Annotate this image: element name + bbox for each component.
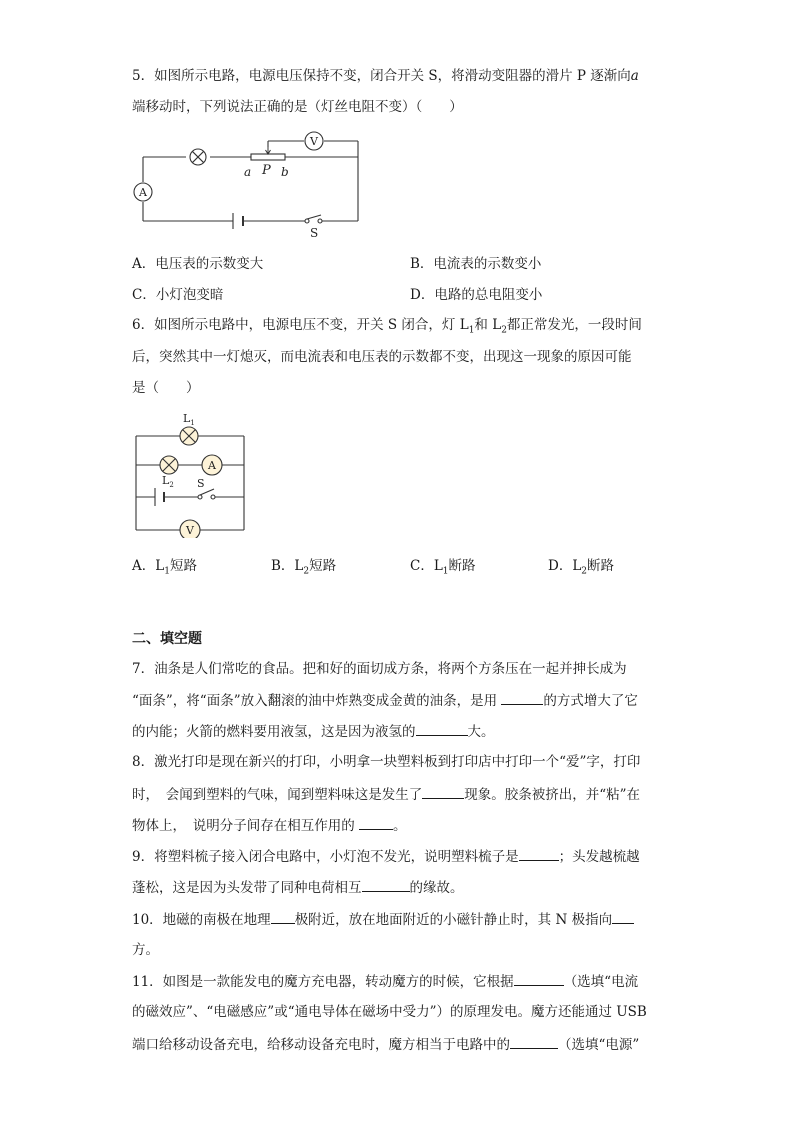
q5-option-a[interactable]: A．电压表的示数变大 bbox=[132, 256, 264, 272]
q6-voltmeter-icon bbox=[180, 520, 200, 538]
q5-text-1: 5．如图所示电路，电源电压保持不变，闭合开关 S，将滑动变阻器的滑片 P 逐渐向 bbox=[132, 68, 631, 84]
q8-blank-1[interactable] bbox=[422, 784, 464, 799]
q6-circuit-diagram bbox=[130, 408, 260, 538]
q6-ammeter-icon bbox=[202, 455, 222, 475]
q6-sub-1: 1 bbox=[468, 325, 475, 336]
q6-label-l2: $L_2$ bbox=[162, 474, 174, 489]
q7-line-1: 7．油条是人们常吃的食品。把和好的面切成方条，将两个方条压在一起并抻长成为 bbox=[132, 661, 627, 677]
q9-blank-1[interactable] bbox=[519, 846, 559, 861]
q11-blank-2[interactable] bbox=[510, 1034, 558, 1049]
q8-line-1: 8．激光打印是现在新兴的打印，小明拿一块塑料板到打印店中打印一个“爱”字，打印 bbox=[132, 754, 641, 770]
q8-line-3: 物体上， 说明分子间存在相互作用的 。 bbox=[132, 815, 407, 836]
q11-line-2: 的磁效应”、“电磁感应”或“通电导体在磁场中受力”）的原理发电。魔方还能通过 USB bbox=[132, 1004, 647, 1020]
section-title-fill-in: 二、填空题 bbox=[132, 631, 202, 647]
q5-label-b: b bbox=[281, 165, 289, 179]
q10-line-2: 方。 bbox=[132, 942, 159, 958]
q11-line-3: 端口给移动设备充电，给移动设备充电时，魔方相当于电路中的 （选填“电源” bbox=[132, 1034, 639, 1055]
q7-line-2: “面条”，将“面条”放入翻滚的油中炸熟变成金黄的油条，是用 的方式增大了它 bbox=[132, 690, 638, 711]
q5-label-p: P bbox=[262, 163, 271, 178]
q8-blank-2[interactable] bbox=[359, 815, 393, 830]
q6-lamp-l1-icon bbox=[180, 427, 198, 445]
q5-ammeter-label: A bbox=[139, 186, 147, 199]
q6-text-1b: 和 L bbox=[474, 317, 502, 333]
q7-blank-2[interactable] bbox=[416, 721, 468, 736]
q5-option-b[interactable]: B．电流表的示数变小 bbox=[410, 256, 542, 272]
q5-line-2: 端移动时，下列说法正确的是（灯丝电阻不变）（ ） bbox=[132, 99, 463, 115]
q6-sub-2: 2 bbox=[501, 325, 507, 336]
q5-voltmeter-icon bbox=[305, 132, 323, 150]
q6-line-2: 后，突然其中一灯熄灭，而电流表和电压表的示数都不变，出现这一现象的原因可能 bbox=[132, 349, 632, 365]
q9-blank-2[interactable] bbox=[362, 877, 410, 892]
q5-option-d[interactable]: D．电路的总电阻变小 bbox=[410, 287, 543, 303]
q6-lamp-l2-icon bbox=[160, 456, 178, 474]
q10-blank-2[interactable] bbox=[612, 909, 634, 924]
q7-line-3: 的内能；火箭的燃料要用液氢，这是因为液氢的 大。 bbox=[132, 721, 495, 742]
q6-line-1 bbox=[132, 315, 642, 341]
q6-switch-icon bbox=[198, 489, 215, 499]
q6-option-a[interactable]: A．$L_1$短路 bbox=[132, 558, 197, 577]
q5-battery-icon bbox=[233, 213, 243, 229]
q10-blank-1[interactable] bbox=[271, 909, 295, 924]
q5-switch-label: S bbox=[310, 226, 319, 240]
q11-line-1: 11．如图是一款能发电的魔方充电器，转动魔方的时候，它根据 （选填“电流 bbox=[132, 971, 638, 992]
q6-voltmeter-label: V bbox=[186, 524, 194, 537]
q6-option-d[interactable]: D．$L_2$断路 bbox=[548, 558, 615, 577]
q6-text-1c: 都正常发光，一段时间 bbox=[506, 317, 642, 333]
q6-label-l1: $L_1$ bbox=[183, 412, 195, 427]
q5-voltmeter-label: V bbox=[310, 135, 318, 148]
q5-circuit-diagram bbox=[130, 130, 370, 240]
q6-option-c[interactable]: C．$L_1$断路 bbox=[410, 558, 476, 577]
q5-lamp-icon bbox=[190, 149, 206, 165]
q9-line-2: 蓬松，这是因为头发带了同种电荷相互 的缘故。 bbox=[132, 877, 464, 898]
q5-var-a: a bbox=[630, 68, 639, 84]
q5-label-a: a bbox=[244, 165, 252, 179]
q5-switch-icon bbox=[305, 215, 322, 223]
q6-option-b[interactable]: B．$L_2$短路 bbox=[271, 558, 337, 577]
q11-blank-1[interactable] bbox=[514, 971, 564, 986]
q5-line-1 bbox=[132, 66, 639, 86]
q10-line-1: 10．地磁的南极在地理 极附近，放在地面附近的小磁针静止时，其 N 极指向 bbox=[132, 909, 634, 930]
q8-line-2: 时， 会闻到塑料的气味，闻到塑料味这是发生了 现象。胶条被挤出，并“粘”在 bbox=[132, 784, 640, 805]
q9-line-1: 9．将塑料梳子接入闭合电路中，小灯泡不发光，说明塑料梳子是 ；头发越梳越 bbox=[132, 846, 640, 867]
q6-switch-label: S bbox=[197, 477, 205, 490]
q5-option-c[interactable]: C．小灯泡变暗 bbox=[132, 287, 224, 303]
q7-blank-1[interactable] bbox=[501, 690, 543, 705]
q6-line-3: 是（ ） bbox=[132, 380, 200, 396]
q5-slider-arrow-icon bbox=[266, 147, 271, 154]
q5-ammeter-icon bbox=[134, 183, 152, 201]
q6-battery-icon bbox=[155, 488, 164, 506]
q6-text-1a: 6．如图所示电路中，电源电压不变，开关 S 闭合，灯 L bbox=[132, 317, 469, 333]
q6-ammeter-label: A bbox=[208, 459, 216, 472]
